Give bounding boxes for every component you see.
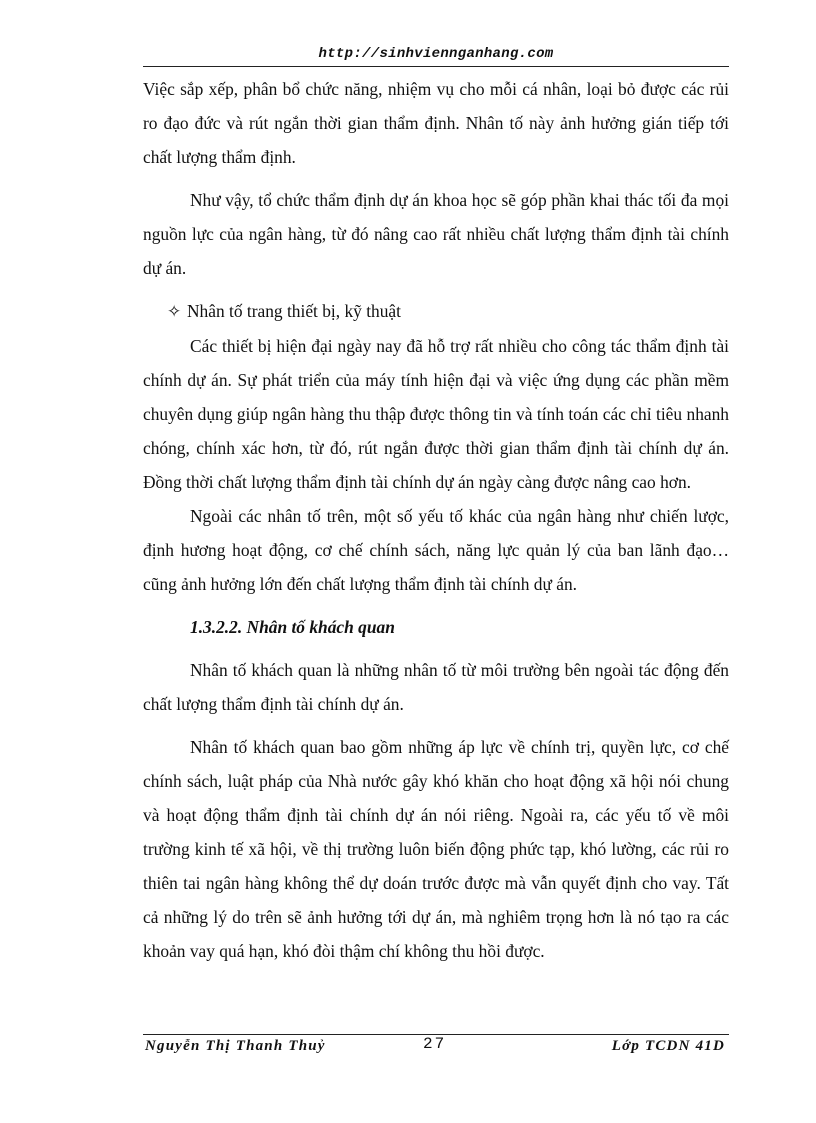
bullet-heading bbox=[143, 294, 729, 329]
paragraph-intro: Việc sắp xếp, phân bổ chức năng, nhiệm vụ cho mỗi cá nhân, loại bỏ được các rủi ro đạo đức và rút ngắn thời gian thẩm định. Nhân tố này ảnh hưởng gián tiếp tới chất lượng thẩm định. bbox=[143, 79, 729, 167]
paragraph-objective-details: Nhân tố khách quan bao gồm những áp lực về chính trị, quyền lực, cơ chế chính sách, luật pháp của Nhà nước gây khó khăn cho hoạt động xã hội nói chung và hoạt động thẩm định tài chính dự án nói riêng. Ngoài ra, các yếu tố về môi trường kinh tế xã hội, về thị trường luôn biến động phức tạp, khó lường, các rủi ro thiên tai ngân hàng không thể dự doán trước được mà vẫn quyết định cho vay. Tất cả những lý do trên sẽ ảnh hưởng tới dự án, mà nghiêm trọng hơn là nó tạo ra các khoản vay quá hạn, khó đòi thậm chí không thu hồi được. bbox=[143, 737, 729, 961]
paragraph-summary: Như vậy, tổ chức thẩm định dự án khoa học sẽ góp phần khai thác tối đa mọi nguồn lực của ngân hàng, từ đó nâng cao rất nhiều chất lượng thẩm định tài chính dự án. bbox=[143, 190, 729, 278]
footer-author: Nguyễn Thị Thanh Thuỷ bbox=[145, 1038, 326, 1054]
bullet-heading-text: Nhân tố trang thiết bị, kỹ thuật bbox=[187, 301, 401, 321]
paragraph-objective-definition: Nhân tố khách quan là những nhân tố từ môi trường bên ngoài tác động đến chất lượng thẩm định tài chính dự án. bbox=[143, 660, 729, 714]
diamond-bullet-icon: ✧ bbox=[167, 302, 182, 321]
page-number: 27 bbox=[423, 1035, 447, 1053]
header-divider bbox=[143, 66, 729, 67]
paragraph-other-factors: Ngoài các nhân tố trên, một số yếu tố khác của ngân hàng như chiến lược, định hương hoạt động, cơ chế chính sách, năng lực quản lý của ban lãnh đạo… cũng ảnh hưởng lớn đến chất lượng thẩm định tài chính dự án. bbox=[143, 506, 729, 594]
page-footer bbox=[143, 1035, 729, 1060]
document-body bbox=[143, 72, 729, 968]
paragraph-equipment: Các thiết bị hiện đại ngày nay đã hỗ trợ rất nhiều cho công tác thẩm định tài chính dự án. Sự phát triển của máy tính hiện đại và việc ứng dụng các phần mềm chuyên dụng giúp ngân hàng thu thập được thông tin và tính toán các chỉ tiêu nhanh chóng, chính xác hơn, từ đó, rút ngắn được thời gian thẩm định tài chính dự án. Đồng thời chất lượng thẩm định tài chính dự án ngày càng được nâng cao hơn. bbox=[143, 336, 729, 492]
section-heading: 1.3.2.2. Nhân tố khách quan bbox=[190, 617, 395, 637]
footer-class: Lớp TCDN 41D bbox=[611, 1038, 725, 1054]
header-url: http://sinhviennganhang.com bbox=[318, 46, 554, 62]
